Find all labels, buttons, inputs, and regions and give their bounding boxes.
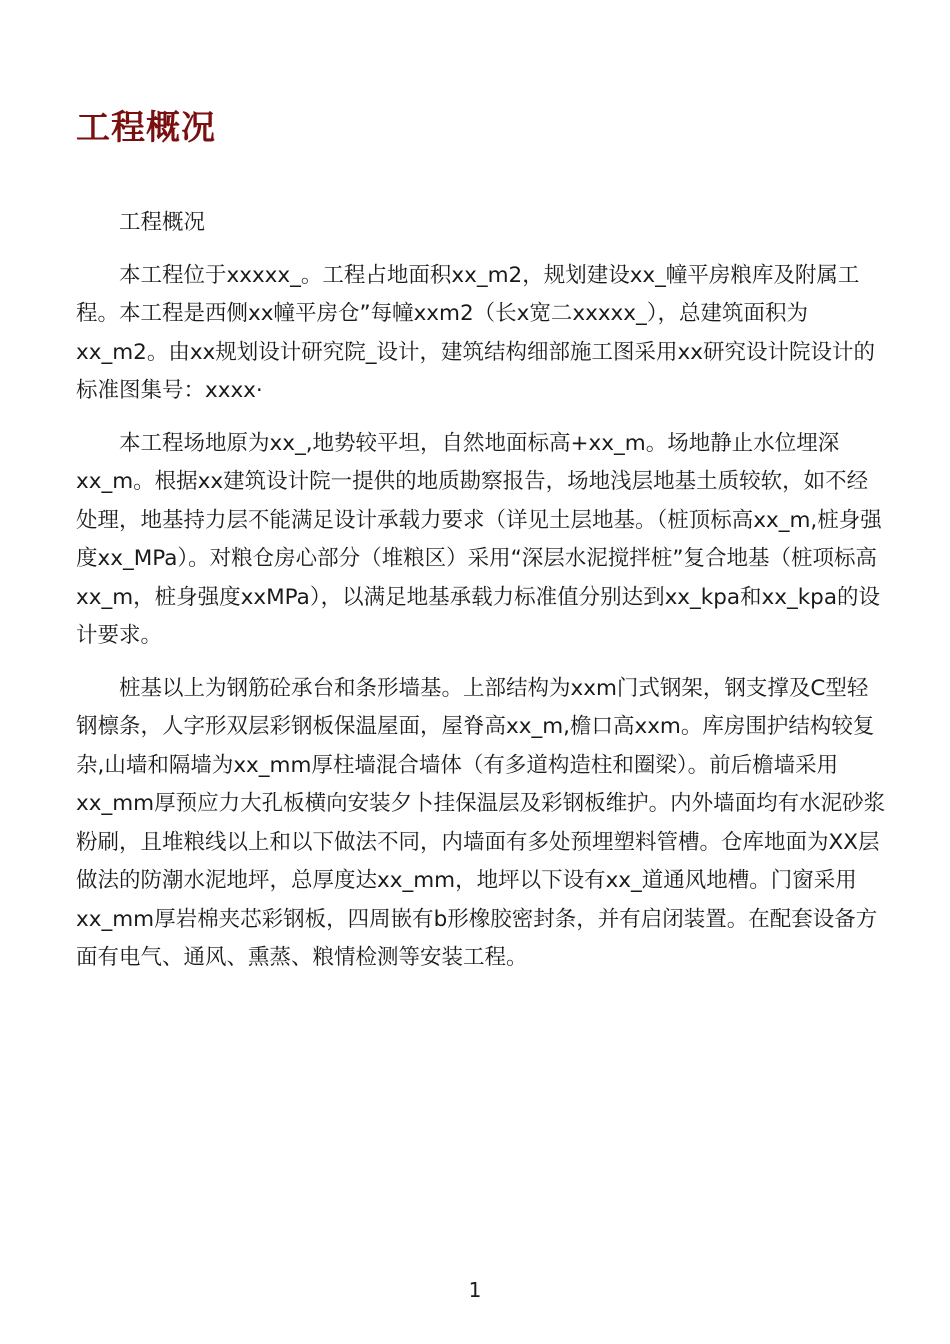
document-title: 工程概况 <box>76 108 216 148</box>
paragraph-location: 本工程位于xxxxx_。工程占地面积xx_m2，规划建设xx_幢平房粮库及附属工程。本工程是西侧xx幢平房仓”每幢xxm2（长x宽二xxxxx_），总建筑面积为xx_m2。由xx规划设计研究院_设计，建筑结构细部施工图采用xx研究设计院设计的标准图集号：xxxx· <box>76 262 875 403</box>
paragraph-structure: 桩基以上为钢筋砼承台和条形墙基。上部结构为xxm门式钢架，钢支撑及C型轻钢檩条，人字形双层彩钢板保温屋面，屋脊高xx_m,檐口高xxm。库房围护结构较复杂,山墙和隔墙为xx_mm厚柱墙混合墙体（有多道构造柱和圈梁）。前后檐墙采用xx_mm厚预应力大孔板横向安装夕卜挂保温层及彩钢板维护。内外墙面均有水泥砂浆粉刷，且堆粮线以上和以下做法不同，内墙面有多处预埋塑料管槽。仓库地面为XX层做法的防潮水泥地坪，总厚度达xx_mm，地坪以下设有xx_道通风地槽。门窗采用xx_mm厚岩棉夹芯彩钢板，四周嵌有b形橡胶密封条，并有启闭装置。在配套设备方面有电气、通风、熏蒸、粮情检测等安装工程。 <box>76 675 886 970</box>
section-subheading: 工程概况 <box>119 210 206 235</box>
paragraph-site-geology: 本工程场地原为xx_,地势较平坦，自然地面标高+xx_m。场地静止水位埋深xx_m。根据xx建筑设计院一提供的地质勘察报告，场地浅层地基土质较软，如不经处理，地基持力层不能满足设计承载力要求（详见土层地基。（桩顶标高xx_m,桩身强度xx_MPa）。对粮仓房心部分（堆粮区）采用“深层水泥搅拌桩”复合地基（桩项标高xx_m，桩身强度xxMPa），以满足地基承载力标准值分别达到xx_kpa和xx_kpa的设计要求。 <box>76 430 882 648</box>
document-body <box>76 204 888 992</box>
page-number: 1 <box>468 1278 482 1302</box>
